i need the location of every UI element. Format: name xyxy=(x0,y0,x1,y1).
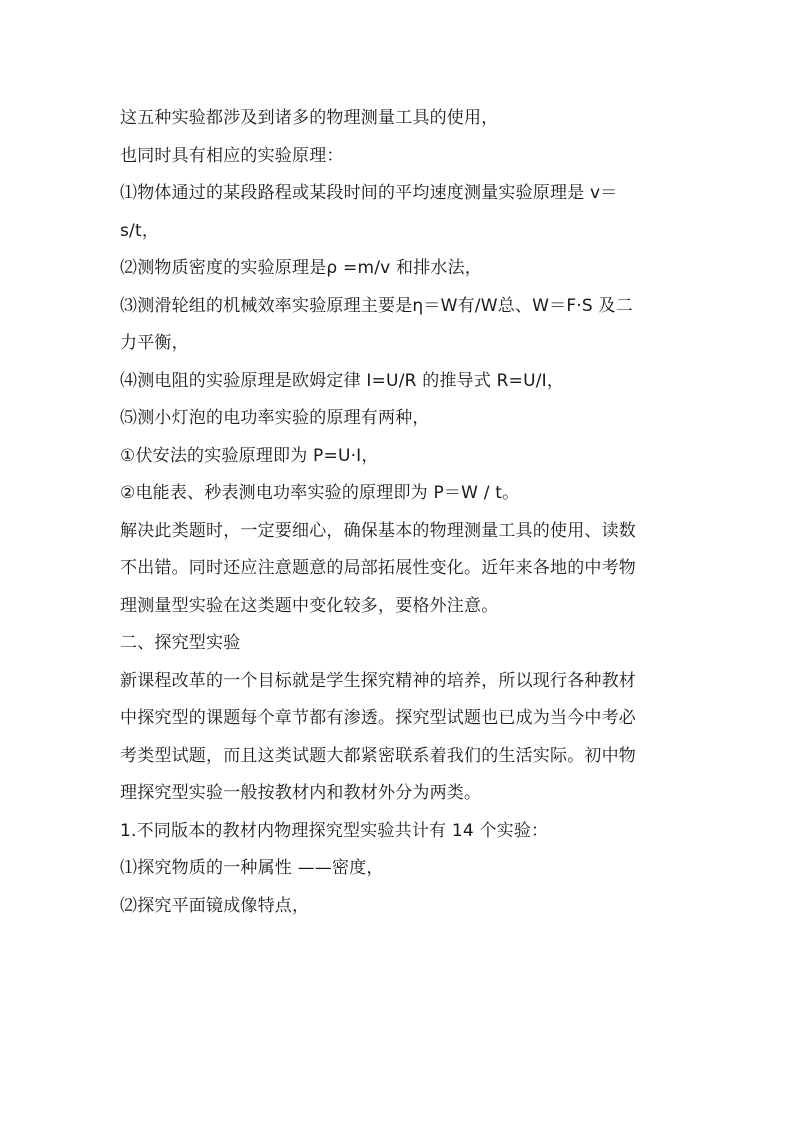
text-line: 考类型试题，而且这类试题大都紧密联系着我们的生活实际。初中物 xyxy=(120,745,636,766)
text-line: ⑸测小灯泡的电功率实验的原理有两种， xyxy=(120,408,430,428)
text-line: 这五种实验都涉及到诸多的物理测量工具的使用， xyxy=(120,108,499,128)
text-line: 也同时具有相应的实验原理： xyxy=(120,145,344,166)
text-line: ⑴物体通过的某段路程或某段时间的平均速度测量实验原理是 v＝ xyxy=(120,183,618,203)
document-page xyxy=(120,100,680,925)
text-line: ①伏安法的实验原理即为 P=U·I， xyxy=(120,445,379,466)
text-line: 理测量型实验在这类题中变化较多，要格外注意。 xyxy=(120,595,499,616)
text-line: 不出错。同时还应注意题意的局部拓展性变化。近年来各地的中考物 xyxy=(120,558,636,578)
text-line: ⑶测滑轮组的机械效率实验原理主要是η＝W有/W总、W＝F·S 及二 xyxy=(120,295,633,316)
text-line: 解决此类题时，一定要细心，确保基本的物理测量工具的使用、读数 xyxy=(120,520,636,541)
text-line: 新课程改革的一个目标就是学生探究精神的培养，所以现行各种教材 xyxy=(120,670,636,691)
text-line: 中探究型的课题每个章节都有渗透。探究型试题也已成为当今中考必 xyxy=(120,708,636,728)
text-line: 1.不同版本的教材内物理探究型实验共计有 14 个实验： xyxy=(120,820,549,841)
text-line: 力平衡， xyxy=(120,333,189,353)
section-heading: 二、探究型实验 xyxy=(120,633,241,653)
text-line: ⑷测电阻的实验原理是欧姆定律 I=U/R 的推导式 R=U/I， xyxy=(120,370,565,391)
text-line: ②电能表、秒表测电功率实验的原理即为 P＝W / t。 xyxy=(120,483,520,503)
text-line: ⑴探究物质的一种属性 ——密度， xyxy=(120,858,384,878)
text-line: ⑵测物质密度的实验原理是ρ =m/v 和排水法， xyxy=(120,258,482,278)
text-line: ⑵探究平面镜成像特点， xyxy=(120,895,310,916)
text-line: s/t， xyxy=(120,220,160,241)
text-line: 理探究型实验一般按教材内和教材外分为两类。 xyxy=(120,783,482,803)
